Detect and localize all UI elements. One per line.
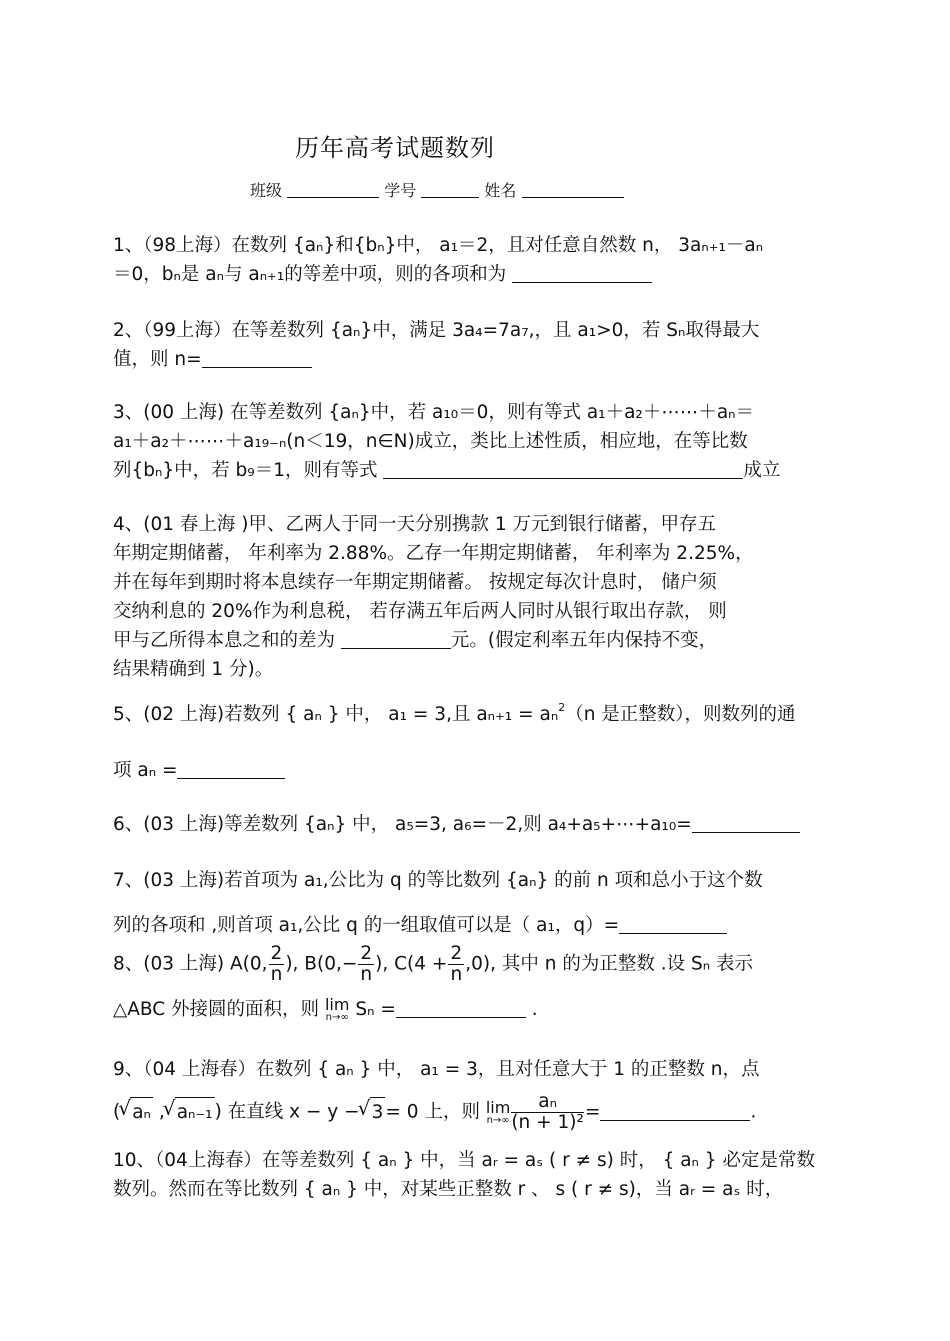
q3-answer-blank — [383, 460, 743, 479]
q4-text-b: 元。(假定利率五年内保持不变， — [450, 630, 718, 651]
q4-line-1: 4、(01 春上海 )甲、乙两人于同一天分别携款 1 万元到银行储蓄，甲存五 — [113, 514, 717, 535]
q1-text: ＝0，bₙ是 aₙ与 aₙ₊₁的等差中项，则的各项和为 — [113, 264, 507, 285]
q9-text-e: . — [750, 1101, 757, 1123]
q10-line-2: 数列。然而在等比数列 { aₙ } 中，对某些正整数 r 、 s ( r ≠ s)，当 aᵣ = aₛ 时， — [113, 1179, 784, 1200]
q8-line-2 — [113, 995, 833, 1024]
q3-text-b: 成立 — [743, 460, 781, 481]
q2-line-1: 2、（99上海）在等差数列 {aₙ}中，满足 3a₄=7a₇,，且 a₁>0，若 Sₙ取得最大 — [113, 320, 760, 341]
q10-line-1: 10、（04上海春）在等差数列 { aₙ } 中，当 aᵣ = aₛ ( r ≠ s) 时， { aₙ } 必定是常数 — [113, 1150, 815, 1171]
q4-line-4: 交纳利息的 20%作为利息税， 若存满五年后两人同时从银行取出存款， 则 — [113, 601, 727, 622]
q2-text: 值，则 n= — [113, 349, 202, 370]
q4-line-3: 并在每年到期时将本息续存一年期定期储蓄。 按规定每次计息时， 储户须 — [113, 572, 717, 593]
question-2 — [113, 316, 833, 374]
q5-text-b: （n 是正整数），则数列的通 — [565, 704, 796, 725]
q4-line-2: 年期定期储蓄， 年利率为 2.88%。乙存一年期定期储蓄， 年利率为 2.25%， — [113, 543, 754, 564]
q8-fraction-1: $\frac{2}{n}$ — [270, 943, 283, 985]
q8-text-g: . — [531, 999, 538, 1020]
q2-answer-blank — [202, 349, 312, 368]
question-8 — [113, 944, 833, 1024]
q8-line-1 — [113, 944, 833, 985]
q9-sqrt-2: √ aₙ₋₁ — [175, 1097, 215, 1127]
q4-line-5 — [113, 626, 833, 655]
q9-text-c: = 0 上，则 — [385, 1101, 480, 1123]
question-1 — [113, 231, 833, 289]
q9-text-d: = — [584, 1101, 601, 1123]
q4-answer-blank — [341, 630, 451, 649]
q5-line-2 — [113, 756, 833, 785]
q3-line-2: a₁＋a₂＋⋯⋯＋a₁₉₋ₙ(n＜19，n∈N)成立，类比上述性质，相应地，在等比数 — [113, 431, 748, 452]
q9-limit: lim n→∞ — [485, 1097, 511, 1126]
q8-limit: lim n→∞ — [324, 995, 350, 1023]
q5-exponent: 2 — [558, 701, 566, 714]
number-label: 学号 — [384, 181, 417, 200]
question-4 — [113, 510, 833, 684]
question-5 — [113, 693, 833, 785]
q8-answer-blank — [396, 999, 526, 1018]
q2-line-2 — [113, 345, 833, 374]
number-blank — [421, 181, 479, 198]
q4-line-6: 结果精确到 1 分)。 — [113, 659, 274, 680]
q6-answer-blank — [692, 814, 800, 833]
q7-line-1: 7、(03 上海)若首项为 a₁,公比为 q 的等比数列 {aₙ} 的前 n 项和总小于这个数 — [113, 870, 763, 891]
q7-line-2 — [113, 911, 833, 940]
q7-text: 列的各项和 ,则首项 a₁,公比 q 的一组取值可以是（ a₁，q）= — [113, 915, 620, 936]
class-label: 班级 — [250, 181, 283, 200]
student-info-line — [250, 178, 624, 201]
q9-sqrt-3: √ 3 — [370, 1097, 386, 1127]
name-label: 姓名 — [484, 181, 517, 200]
q6-text: 6、(03 上海)等差数列 {aₙ} 中， a₅=3, a₆=－2,则 a₄+a₅+⋯+a₁₀= — [113, 814, 692, 835]
q9-line-2: (√ aₙ ,√ aₙ₋₁ ) 在直线 x − y −√ 3 = 0 上，则 lim n→∞ $\frac{\text{aₙ}}{\text{(n + 1)²}}$ = . — [113, 1092, 833, 1133]
q3-text-a: 列{bₙ}中，若 b₉＝1，则有等式 — [113, 460, 378, 481]
q8-text-d: ,0), 其中 n 的为正整数 .设 Sₙ 表示 — [465, 953, 753, 975]
q5-text-c: 项 aₙ = — [113, 760, 178, 781]
q1-line-2 — [113, 260, 833, 289]
name-blank — [522, 181, 624, 198]
q9-sqrt-1: √ aₙ — [130, 1097, 153, 1127]
q4-text-a: 甲与乙所得本息之和的差为 — [113, 630, 336, 651]
q9-line-1: 9、（04 上海春）在数列 { aₙ } 中， a₁ = 3，且对任意大于 1 的正整数 n，点 — [113, 1059, 760, 1080]
q5-text-a: 5、(02 上海)若数列 { aₙ } 中， a₁ = 3,且 aₙ₊₁ = aₙ — [113, 704, 559, 725]
q8-fraction-3: $\frac{2}{n}$ — [450, 943, 463, 985]
question-9 — [113, 1055, 833, 1133]
q6-line-1 — [113, 810, 833, 839]
q9-fraction: $\frac{\text{aₙ}}{\text{(n + 1)²}}$ — [511, 1091, 584, 1133]
question-6 — [113, 810, 833, 839]
q1-line-1: 1、（98上海）在数列 {aₙ}和{bₙ}中， a₁＝2，且对任意自然数 n， 3aₙ₊₁－aₙ — [113, 235, 764, 256]
page-title: 历年高考试题数列 — [295, 134, 495, 162]
q9-text-a: ( — [113, 1101, 121, 1123]
q8-text-b: ), B(0,− — [285, 953, 358, 975]
q8-text-a: 8、(03 上海) A(0, — [113, 953, 268, 975]
q9-text-b: ) 在直线 x − y − — [214, 1101, 360, 1123]
q3-line-3 — [113, 456, 833, 485]
q8-text-c: ), C(4 + — [375, 953, 448, 975]
q8-fraction-2: $\frac{2}{n}$ — [360, 943, 373, 985]
class-blank — [287, 181, 379, 198]
question-10 — [113, 1146, 833, 1204]
q8-text-e: △ABC 外接圆的面积，则 — [113, 999, 320, 1020]
q1-answer-blank — [512, 264, 652, 283]
question-3 — [113, 398, 833, 485]
q7-answer-blank — [619, 915, 727, 934]
q5-line-1 — [113, 693, 833, 729]
question-7 — [113, 866, 833, 940]
q5-answer-blank — [177, 760, 285, 779]
q8-text-f: Sₙ = — [355, 999, 396, 1020]
q9-answer-blank — [600, 1102, 750, 1121]
q3-line-1: 3、(00 上海) 在等差数列 {aₙ}中，若 a₁₀＝0，则有等式 a₁＋a₂＋⋯⋯＋aₙ＝ — [113, 402, 755, 423]
